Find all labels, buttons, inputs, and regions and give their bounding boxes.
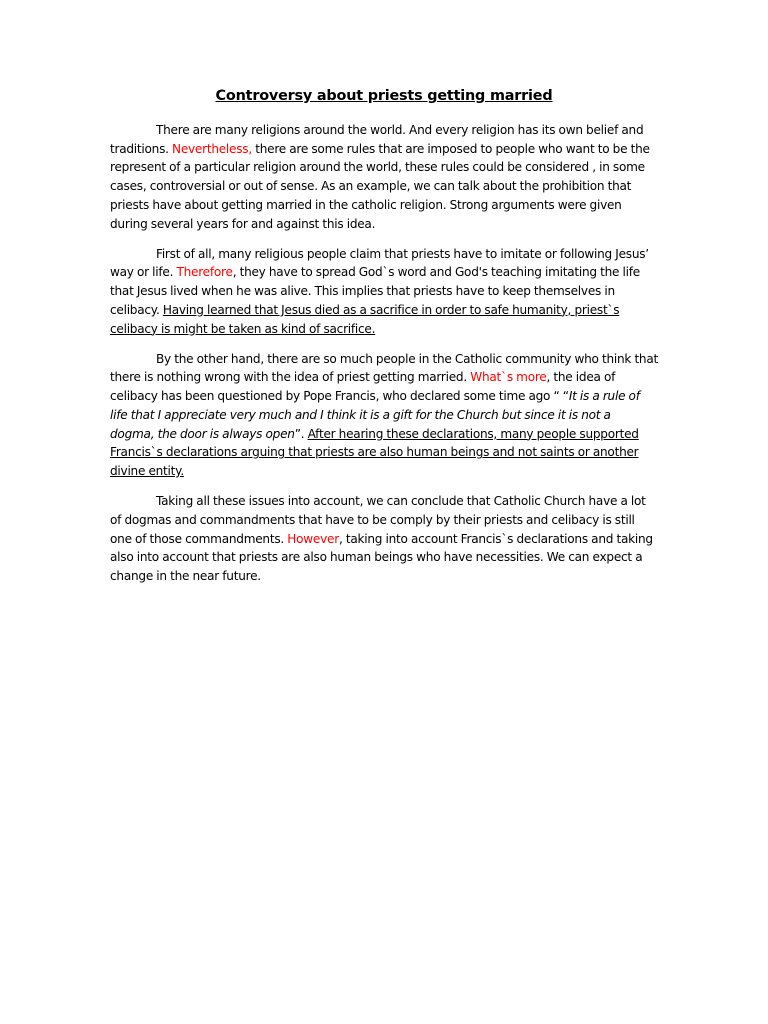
document-body	[110, 121, 658, 597]
paragraph-introduction	[110, 121, 658, 233]
underlined-sentence: After hearing these declarations, many people supported Francis`s declarations arguing that priests are also human beings and not saints or another divine entity.	[110, 426, 639, 478]
text-segment: , they have to spread God`s word and God's teaching imitating the life that Jesus lived when he was alive. This implies that priests have to keep themselves in celibacy.	[110, 265, 640, 317]
connector-word: Nevertheless,	[172, 141, 252, 156]
paragraph-conclusion	[110, 492, 658, 586]
text-segment: there are some rules that are imposed to people who want to be the represent of a particular religion around the world, these rules could be considered , in some cases, controversial or out of sense. As an example, we can talk about the prohibition that priests have about getting married in the catholic religion. Strong arguments were given during several years for and against this idea.	[110, 141, 650, 231]
connector-word: Therefore	[176, 265, 233, 280]
connector-word: What`s more	[470, 370, 547, 385]
underlined-sentence: Having learned that Jesus died as a sacrifice in order to safe humanity, priest`s celibacy is might be taken as kind of sacrifice.	[110, 302, 620, 336]
paragraph-arguments-for-celibacy	[110, 245, 658, 339]
text-segment: First of all, many religious people claim that priests have to imitate or following Jesus’ way or life.	[110, 246, 649, 280]
text-segment: ”.	[294, 426, 308, 441]
italic-quote: It is a rule of life that I appreciate very much and I think it is a gift for the Church but since it is not a dogma, the door is always open	[110, 389, 640, 441]
paragraph-arguments-against-celibacy	[110, 350, 658, 481]
text-segment: , taking into account Francis`s declarations and taking also into account that priests are also human beings who have necessities. We can expect a change in the near future.	[110, 531, 653, 583]
text-segment: By the other hand, there are so much people in the Catholic community who think that there is nothing wrong with the idea of priest getting married.	[110, 351, 659, 385]
text-segment: Taking all these issues into account, we can conclude that Catholic Church have a lot of dogmas and commandments that have to be comply by their priests and celibacy is still one of those commandments.	[110, 494, 646, 546]
document-title: Controversy about priests getting married	[215, 88, 553, 104]
text-segment: There are many religions around the world. And every religion has its own belief and traditions.	[110, 123, 644, 156]
text-segment: , the idea of celibacy has been questioned by Pope Francis, who declared some time ago “ “	[110, 370, 616, 404]
connector-word: However	[287, 531, 339, 546]
